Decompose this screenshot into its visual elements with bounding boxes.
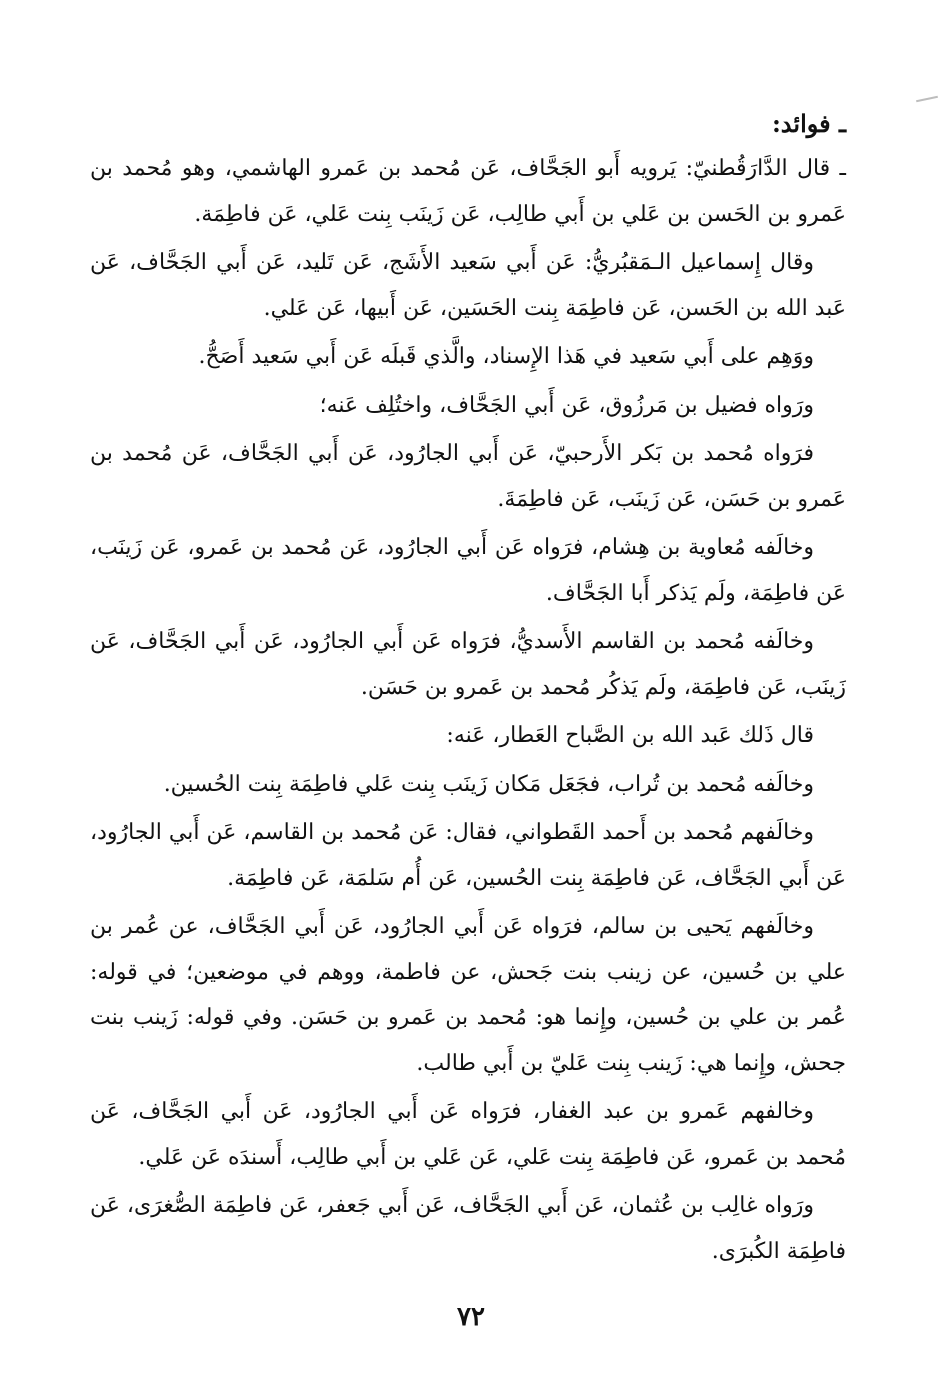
paragraph: ورَواه فضيل بن مَرزُوق، عَن أَبي الجَحَّاف، واختُلِف عَنه؛ xyxy=(319,392,814,418)
paragraph: قال ذَلك عَبد الله بن الصَّباح العَطار، عَنه: xyxy=(446,723,814,748)
page-number: ٧٢ xyxy=(457,1302,485,1332)
paragraph: وخالفهم عَمرو بن عبد الغفار، فرَواه عَن أَبي الجارُود، عَن أَبي الجَحَّاف، عَن مُحمد بن عَمرو، عَن فاطِمَة بِنت عَلي، عَن عَلي بن أَبي طالِب، أَسندَه عَن عَلي. xyxy=(90,1099,846,1170)
paragraph: وخالَفه مُحمد بن تُراب، فجَعَل مَكان زَينَب بِنت عَلي فاطِمَة بِنت الحُسين. xyxy=(163,771,814,797)
paragraph: ووَهِم على أَبي سَعيد في هَذا الإِسناد، والَّذي قَبلَه عَن أَبي سَعيد أَصَحُّ. xyxy=(198,344,814,369)
paragraph: وخالَفه مُعاوية بن هِشام، فرَواه عَن أَبي الجارُود، عَن مُحمد بن عَمرو، عَن زَينَب، عَن فاطِمَة، ولَم يَذكر أَبا الجَحَّاف. xyxy=(90,535,846,606)
scan-mark xyxy=(916,96,938,103)
page-body xyxy=(90,104,846,1277)
paragraph: ورَواه غالِب بن عُثمان، عَن أَبي الجَحَّاف، عَن أَبي جَعفر، عَن فاطِمَة الصُّغرَى، عَن فاطِمَة الكُبرَى. xyxy=(90,1193,846,1264)
paragraph: وخالَفهم يَحيى بن سالم، فرَواه عَن أَبي الجارُود، عَن أَبي الجَحَّاف، عن عُمر بن علي بن حُسين، عن زينب بنت جَحش، عن فاطمة، ووهم في موضعين؛ في قوله: عُمر بن علي بن حُسين، وإِنما هو: مُحمد بن عَمرو بن حَسَن. وفي قوله: زَينب بنت جحش، وإِنما هي: زَينب بِنت عَليّ بن أَبي طالب. xyxy=(90,914,846,1076)
paragraph: وخالَفه مُحمد بن القاسم الأَسديُّ، فرَواه عَن أَبي الجارُود، عَن أَبي الجَحَّاف، عَن زَينَب، عَن فاطِمَة، ولَم يَذكُر مُحمد بن عَمرو بن حَسَن. xyxy=(90,629,846,700)
paragraph: فرَواه مُحمد بن بَكر الأَرحبيّ، عَن أَبي الجارُود، عَن أَبي الجَحَّاف، عَن مُحمد بن عَمرو بن حَسَن، عَن زَينَب، عَن فاطِمَةَ. xyxy=(90,441,846,512)
paragraph: ـ قال الدَّارَقُطنيّ: يَرويه أَبو الجَحَّاف، عَن مُحمد بن عَمرو الهاشمي، وهو مُحمد بن عَمرو بن الحَسن بن عَلي بن أَبي طالِب، عَن زَينَب بِنت عَلي، عَن فاطِمَة. xyxy=(90,156,846,227)
paragraph: وقال إِسماعيل الـمَقبُريُّ: عَن أَبي سَعيد الأَشَج، عَن تَليد، عَن أَبي الجَحَّاف، عَن عَبد الله بن الحَسن، عَن فاطِمَة بِنت الحَسَين، عَن أَبيها، عَن عَلي. xyxy=(90,250,846,321)
section-heading: ـ فوائد: xyxy=(771,109,846,138)
paragraph: وخالَفهم مُحمد بن أَحمد القَطواني، فقال: عَن مُحمد بن القاسم، عَن أَبي الجارُود، عَن أَبي الجَحَّاف، عَن فاطِمَة بِنت الحُسين، عَن أُم سَلمَة، عَن فاطِمَة. xyxy=(90,820,846,891)
